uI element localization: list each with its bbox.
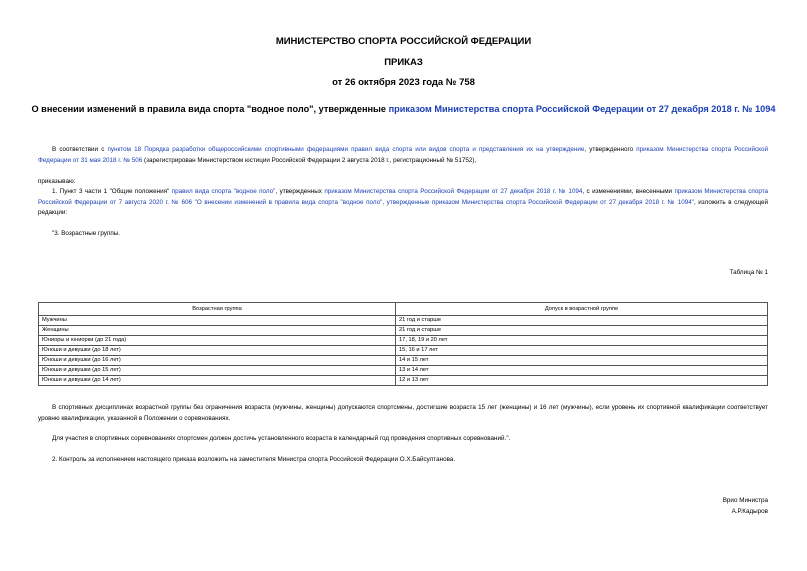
- item1-text-2: , утвержденных: [275, 188, 325, 195]
- admission-cell: 21 год и старше: [396, 316, 768, 326]
- order-506-link[interactable]: приказом Министерства спорта Российской Федерации от 31 мая 2018 г. № 506: [38, 146, 769, 164]
- age-group-cell: Юниоры и юниорки (до 21 года): [39, 336, 396, 346]
- table-row: [39, 326, 768, 336]
- table-row: [39, 316, 768, 326]
- age-group-cell: Юноши и девушки (до 14 лет): [39, 376, 396, 386]
- age-group-cell: Юноши и девушки (до 15 лет): [39, 366, 396, 376]
- age-groups-heading: "3. Возрастные группы.: [52, 230, 121, 237]
- table-number: Таблица № 1: [729, 269, 768, 276]
- unlimited-age-paragraph: В спортивных дисциплинах возрастной группы без ограничения возраста (мужчины, женщины) допускаются спортсмены, достигшие возраста 15 лет (женщины) и 16 лет (мужчины), если уровень их спортивной квалификации соответствует уровню квалификации, указанной в Положении о соревнованиях.: [38, 404, 768, 422]
- water-polo-rules-link[interactable]: правил вида спорта "водное поло": [171, 188, 276, 195]
- admission-cell: 17, 18, 19 и 20 лет: [396, 336, 768, 346]
- participation-paragraph: Для участия в спортивных соревнованиях спортсмен должен достичь установленного возраста в календарный год проведения спортивных соревнований.".: [52, 435, 511, 442]
- age-group-cell: Юноши и девушки (до 18 лет): [39, 346, 396, 356]
- item-1-paragraph: [38, 187, 768, 219]
- order-606-link[interactable]: приказом Министерства спорта Российской Федерации от 7 августа 2020 г. № 606 "О внесении изменений в правила вида спорта "водное поло", утвержденные приказом Министерства спорта Российской Федерации от 27 декабря 2018 г. № 1094": [38, 188, 769, 206]
- column-header-admission: Допуск в возрастной группе: [396, 303, 768, 316]
- age-group-cell: Женщины: [39, 326, 396, 336]
- admission-cell: 13 и 14 лет: [396, 366, 768, 376]
- column-header-age-group: Возрастная группа: [39, 303, 396, 316]
- age-group-cell: Мужчины: [39, 316, 396, 326]
- table-row: [39, 356, 768, 366]
- ministry-heading: МИНИСТЕРСТВО СПОРТА РОССИЙСКОЙ ФЕДЕРАЦИИ: [275, 36, 532, 47]
- admission-cell: 14 и 15 лет: [396, 356, 768, 366]
- admission-cell: 21 год и старше: [396, 326, 768, 336]
- age-group-cell: Юноши и девушки (до 16 лет): [39, 356, 396, 366]
- signatory-position: Врио Министра: [722, 497, 768, 504]
- item1-text-4: , изложить в следующей редакции:: [38, 198, 768, 216]
- table-row: [39, 376, 768, 386]
- document-type: ПРИКАЗ: [384, 57, 423, 68]
- order-1094-link[interactable]: приказом Министерства спорта Российской Федерации от 27 декабря 2018 г. № 1094: [324, 188, 583, 195]
- table-row: [39, 366, 768, 376]
- preamble-text-1: В соответствии с: [52, 146, 108, 153]
- age-groups-table: [38, 302, 768, 386]
- procedure-link[interactable]: пунктом 18 Порядка разработки общероссийскими спортивными федерациями правил вида спорта или видов спорта и представления их на утверждение: [107, 146, 585, 153]
- table-row: [39, 336, 768, 346]
- table-header-row: [39, 303, 768, 316]
- item1-text-3: , с изменениями, внесенными: [582, 188, 675, 195]
- preamble-text-3: (зарегистрирован Министерством юстиции Российской Федерации 2 августа 2018 г., регистрационный № 51752),: [142, 156, 477, 164]
- preamble-text-2: , утвержденного: [584, 146, 637, 153]
- admission-cell: 15, 16 и 17 лет: [396, 346, 768, 356]
- item1-text-1: 1. Пункт 3 части 1 "Общие положения": [52, 188, 172, 195]
- document-date-number: от 26 октября 2023 года № 758: [332, 77, 475, 88]
- document-title: [0, 104, 807, 114]
- title-order-link[interactable]: приказом Министерства спорта Российской Федерации от 27 декабря 2018 г. № 1094: [388, 104, 776, 114]
- signature-block: [723, 496, 768, 517]
- preamble-paragraph: [38, 145, 768, 166]
- title-text: О внесении изменений в правила вида спорта "водное поло", утвержденные: [31, 104, 389, 114]
- item-2-paragraph: 2. Контроль за исполнением настоящего приказа возложить на заместителя Министра спорта Российской Федерации О.Х.Байсултанова.: [52, 456, 456, 463]
- signatory-name: А.Р.Кадыров: [731, 507, 768, 515]
- order-word: приказываю:: [38, 178, 76, 185]
- table-row: [39, 346, 768, 356]
- admission-cell: 12 и 13 лет: [396, 376, 768, 386]
